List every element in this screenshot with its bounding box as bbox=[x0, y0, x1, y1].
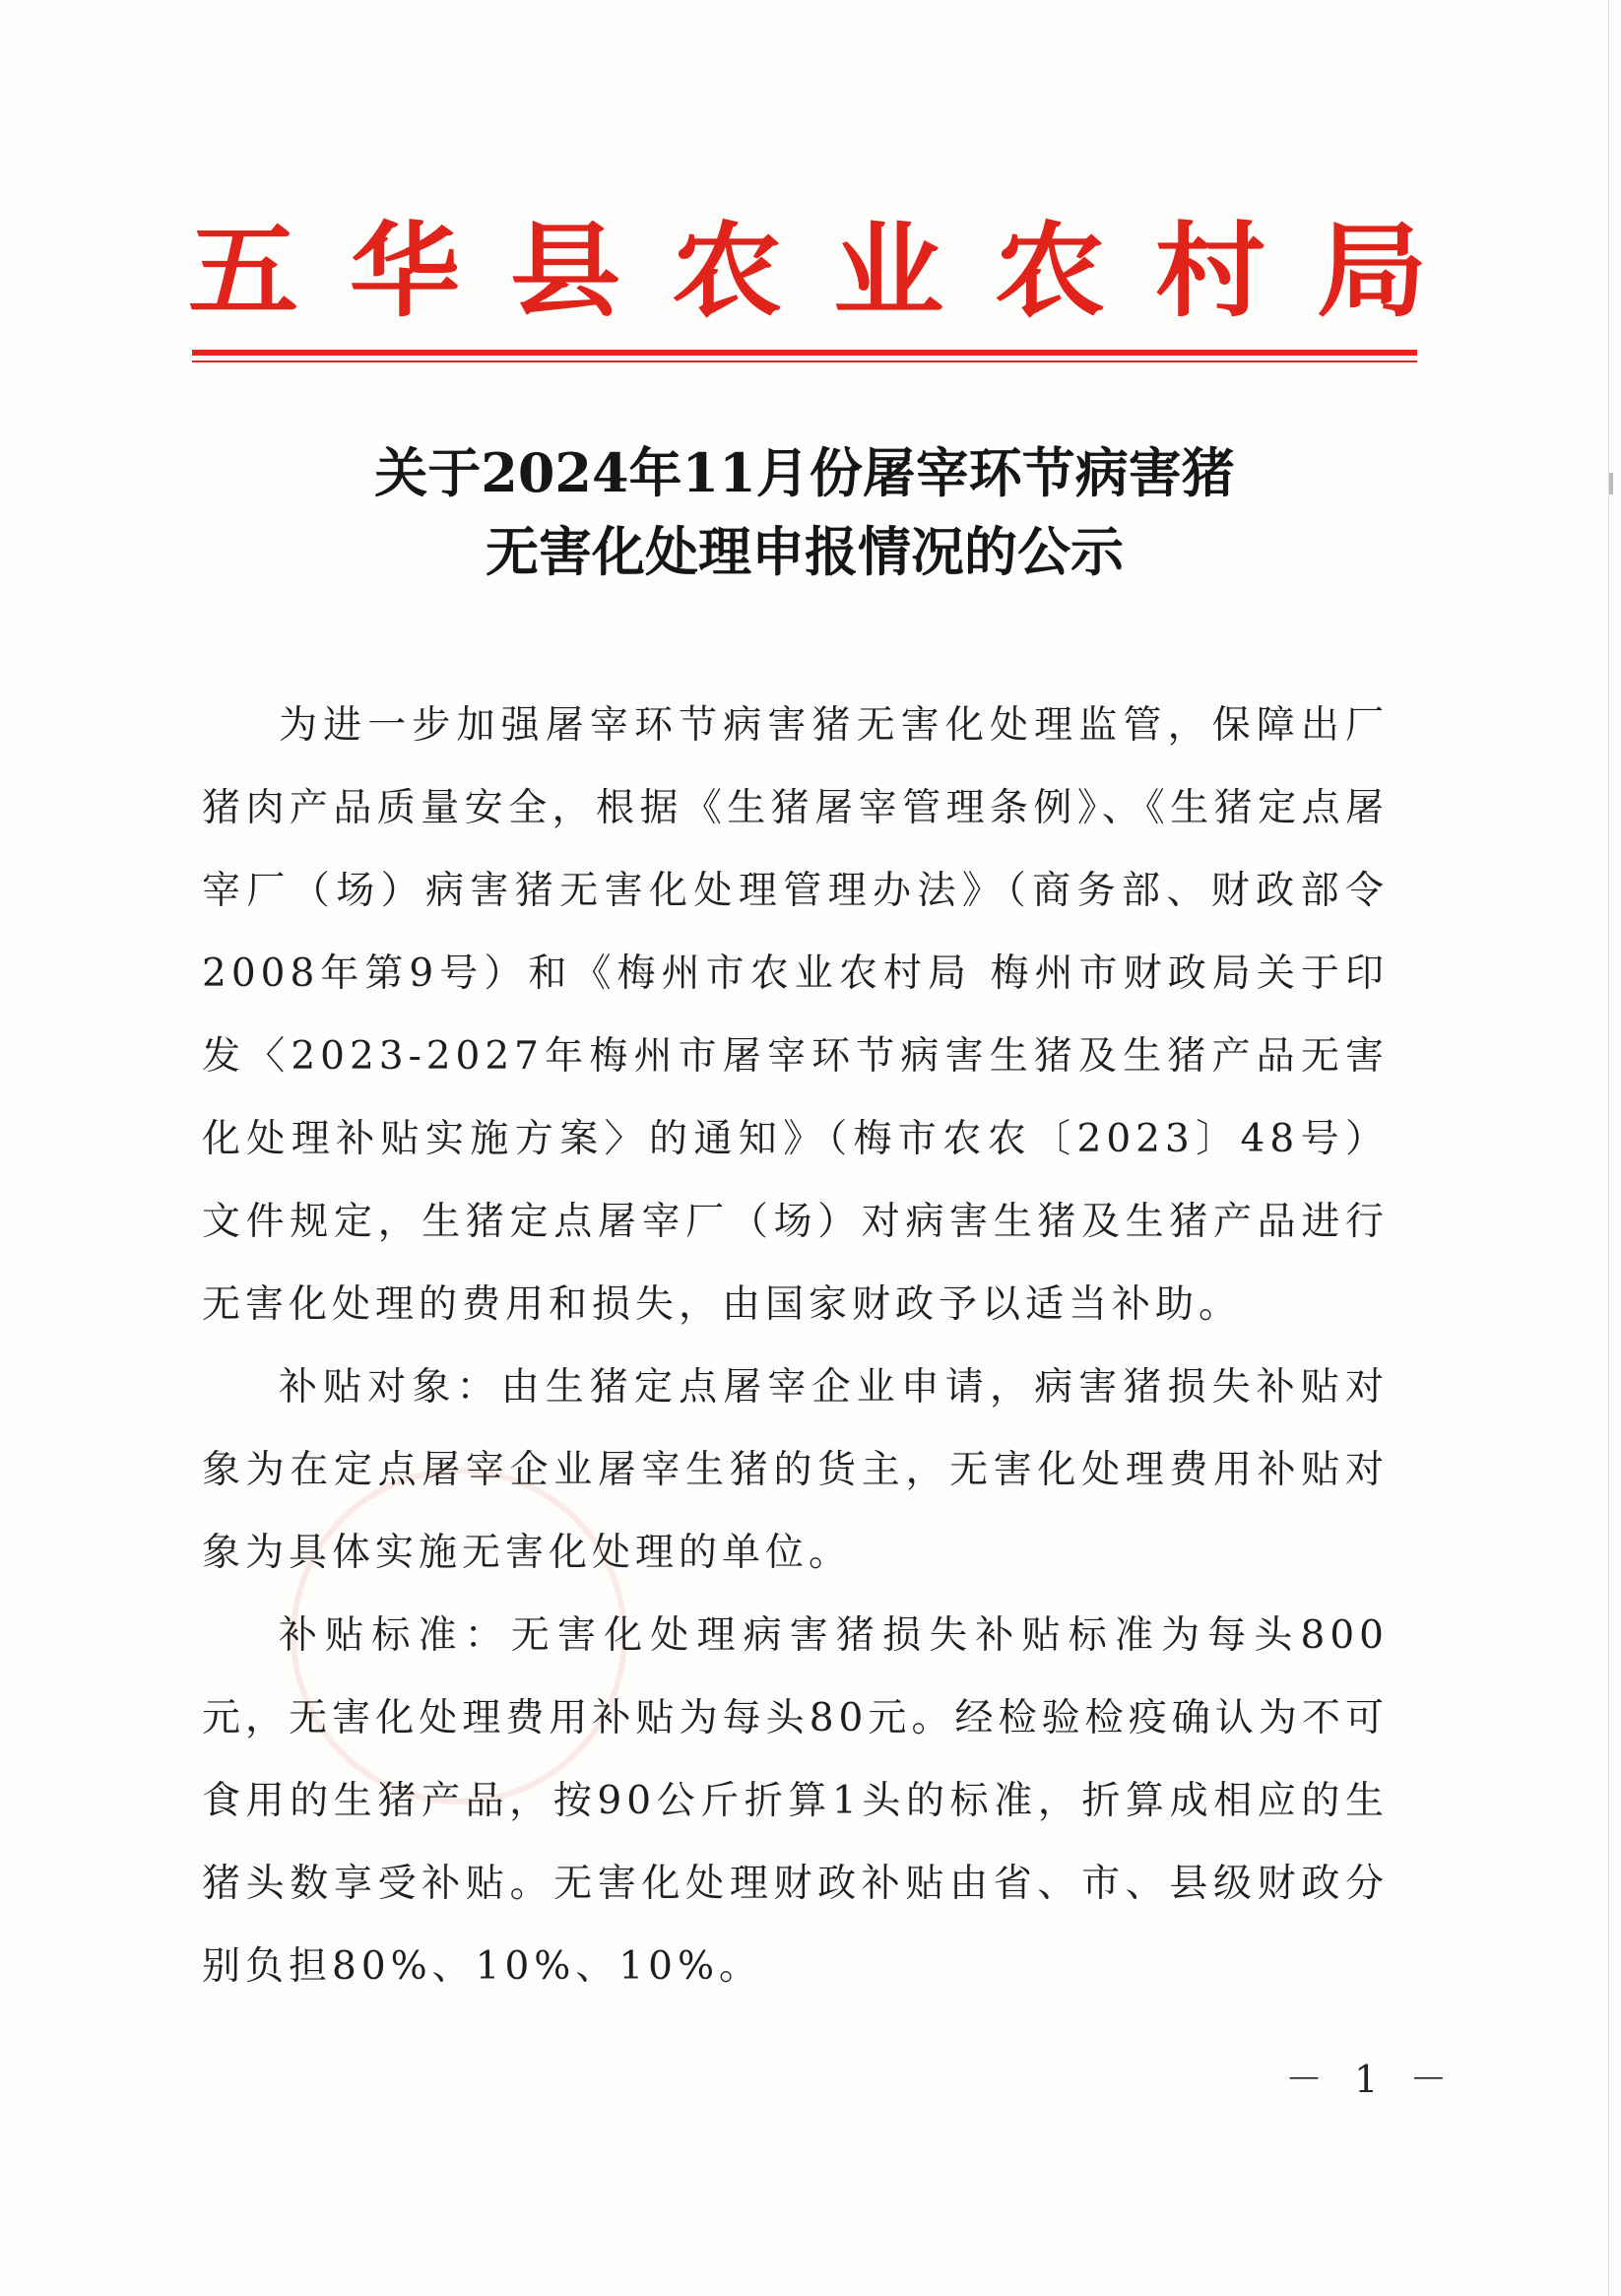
letterhead-char: 华 bbox=[349, 210, 460, 331]
letterhead-char: 五 bbox=[187, 210, 299, 331]
scan-edge-line bbox=[1608, 0, 1609, 2296]
letterhead-char: 村 bbox=[1155, 210, 1266, 331]
agency-letterhead bbox=[187, 207, 1428, 335]
body-paragraph-3: 补贴标准：无害化处理病害猪损失补贴标准为每头800元，无害化处理费用补贴为每头80元。经检验检疫确认为不可食用的生猪产品，按90公斤折算1头的标准，折算成相应的生猪头数享受补贴。无害化处理财政补贴由省、市、县级财政分别负担80%、10%、10%。 bbox=[202, 1613, 1389, 1989]
page-number: － 1 － bbox=[1285, 2058, 1458, 2101]
title-line-1: 关于2024年11月份屠宰环节病害猪 bbox=[374, 441, 1235, 504]
letterhead-char: 县 bbox=[510, 210, 621, 331]
letterhead-char: 业 bbox=[832, 210, 943, 331]
document-title bbox=[192, 433, 1417, 591]
letterhead-rule-thick bbox=[192, 350, 1417, 356]
letterhead-char: 局 bbox=[1316, 210, 1428, 331]
scan-edge-mark bbox=[1609, 473, 1613, 494]
letterhead-char: 农 bbox=[994, 210, 1105, 331]
body-paragraph-2: 补贴对象：由生猪定点屠宰企业申请，病害猪损失补贴对象为在定点屠宰企业屠宰生猪的货主，无害化处理费用补贴对象为具体实施无害化处理的单位。 bbox=[202, 1365, 1389, 1575]
letterhead-rule-thin bbox=[192, 361, 1417, 362]
title-line-2: 无害化处理申报情况的公示 bbox=[486, 520, 1124, 583]
document-body bbox=[202, 685, 1389, 2008]
letterhead-char: 农 bbox=[671, 210, 783, 331]
body-paragraph-1: 为进一步加强屠宰环节病害猪无害化处理监管，保障出厂猪肉产品质量安全，根据《生猪屠宰管理条例》、《生猪定点屠宰厂（场）病害猪无害化处理管理办法》（商务部、财政部令2008年第9号）和《梅州市农业农村局 梅州市财政局关于印发〈2023-2027年梅州市屠宰环节病害生猪及生猪产品无害化处理补贴实施方案〉的通知》（梅市农农〔2023〕48号）文件规定，生猪定点屠宰厂（场）对病害生猪及生猪产品进行无害化处理的费用和损失，由国家财政予以适当补助。 bbox=[202, 703, 1389, 1327]
